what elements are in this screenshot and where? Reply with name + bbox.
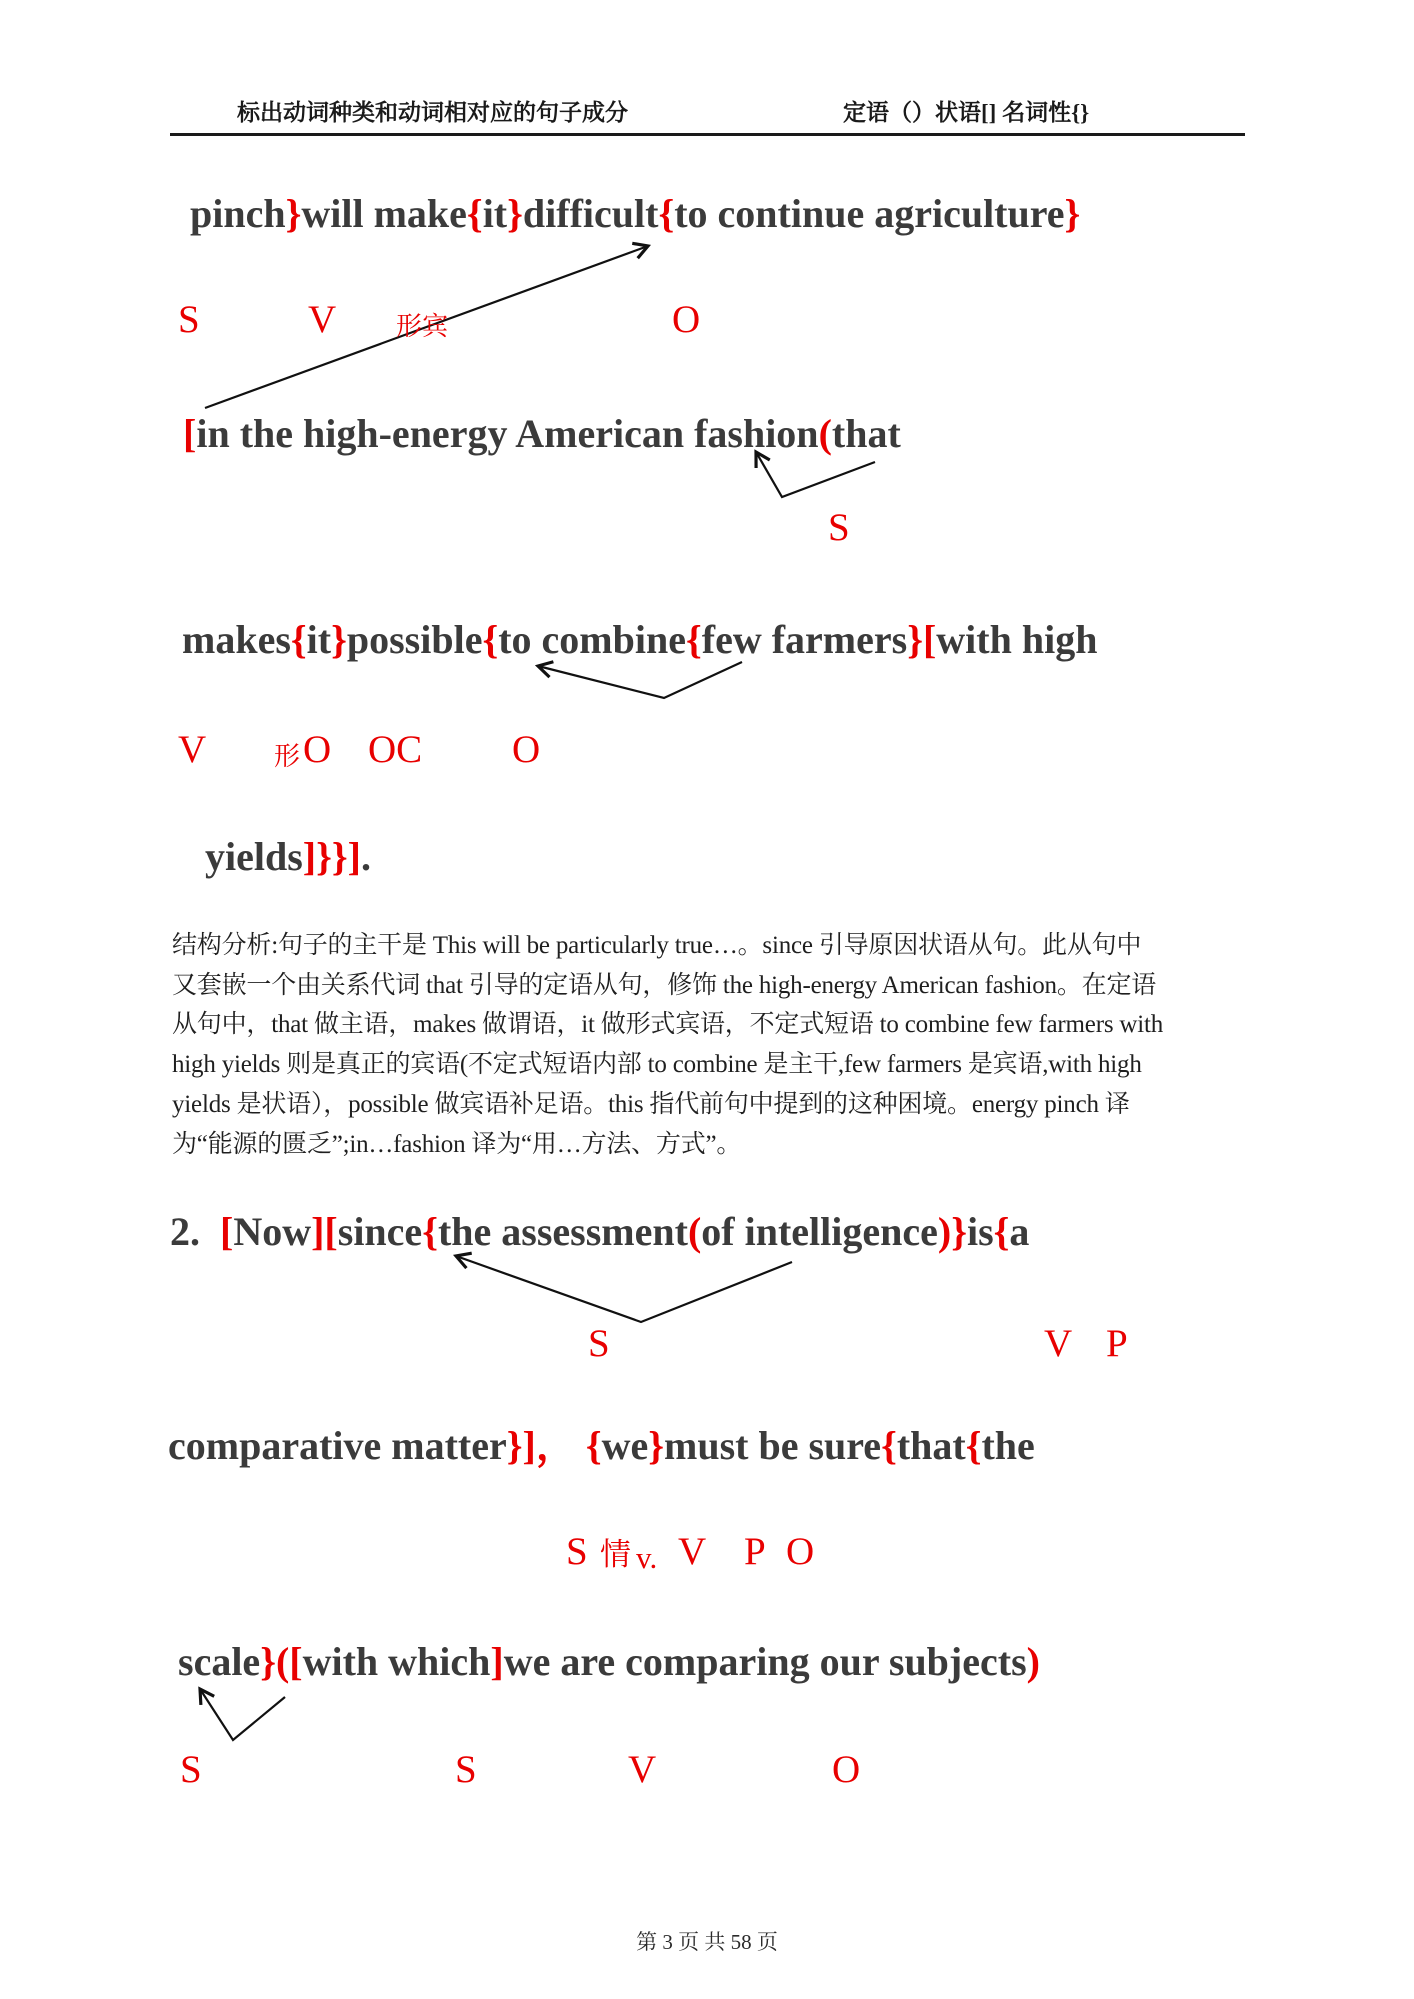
header-left-title: 标出动词种类和动词相对应的句子成分 — [237, 100, 628, 125]
marker-subject: S — [180, 1748, 202, 1791]
sentence1-line1: pinch}will make{it}difficult{to continue agriculture} — [190, 191, 1081, 236]
marker-object: O — [832, 1748, 861, 1791]
marker-verb: V — [678, 1530, 707, 1573]
page-footer: 第 3 页 共 58 页 — [636, 1930, 778, 1954]
analysis-line: yields 是状语），possible 做宾语补足语。this 指代前句中提到的这种困境。energy pinch 译 — [172, 1090, 1130, 1118]
arrow-subject-to-scale-icon — [200, 1689, 285, 1740]
marker-object: O — [672, 298, 701, 341]
marker-object: O — [512, 728, 541, 771]
analysis-line: 结构分析:句子的主干是 This will be particularly true…。since 引导原因状语从句。此从句中 — [172, 932, 1142, 959]
sentence1-line3: makes{it}possible{to combine{few farmers}[with high — [182, 617, 1098, 662]
marker-subject: S — [588, 1322, 610, 1365]
marker-object: O — [786, 1530, 815, 1573]
marker-formal-object: 形宾 — [396, 312, 449, 341]
analysis-line: high yields 则是真正的宾语(不定式短语内部 to combine 是主干,few farmers 是宾语,with high — [172, 1051, 1142, 1079]
marker-predicative: P — [1106, 1322, 1128, 1365]
marker-verb: V — [178, 728, 207, 771]
marker-formal-prefix: 形 — [274, 742, 301, 771]
analysis-line: 从句中，that 做主语，makes 做谓语，it 做形式宾语，不定式短语 to combine few farmers with — [172, 1011, 1164, 1039]
arrow-with-to-combine-icon — [538, 662, 742, 698]
header-rule — [170, 133, 1245, 136]
sentence1-line2: [in the high-energy American fashion(that — [183, 411, 901, 456]
marker-verb: V — [628, 1748, 657, 1791]
sentence2-line3: scale}([with which]we are comparing our subjects) — [178, 1639, 1040, 1684]
arrow-subject-to-assessment-icon — [456, 1256, 792, 1322]
marker-object-compl: OC — [368, 728, 423, 771]
analysis-line: 为“能源的匮乏”;in…fashion 译为“用…方法、方式”。 — [172, 1130, 742, 1158]
sentence2-line2: comparative matter}]， {we}must be sure{that{the — [168, 1423, 1035, 1468]
marker-relative-subject: S — [828, 506, 850, 549]
sentence2-line1: 2. [Now][since{the assessment(of intelligence)}is{a — [170, 1209, 1030, 1254]
marker-subject: S — [566, 1530, 588, 1573]
marker-formal-object: O — [303, 728, 332, 771]
marker-verb: V — [308, 298, 337, 341]
marker-predicative: P — [744, 1530, 766, 1573]
marker-verb: V — [1044, 1322, 1073, 1365]
marker-modal-v: v. — [636, 1540, 658, 1575]
arrow-that-to-fashion-icon — [756, 452, 875, 497]
sentence1-line4: yields]}}]. — [205, 834, 371, 879]
marker-modal-cjk: 情 — [600, 1537, 631, 1572]
marker-subject: S — [178, 298, 200, 341]
analysis-line: 又套嵌一个由关系代词 that 引导的定语从句，修饰 the high-energy American fashion。在定语 — [172, 971, 1157, 999]
marker-subject: S — [455, 1748, 477, 1791]
header-right-legend: 定语（）状语[] 名词性{} — [843, 100, 1090, 125]
analysis-paragraph — [172, 926, 1262, 1164]
